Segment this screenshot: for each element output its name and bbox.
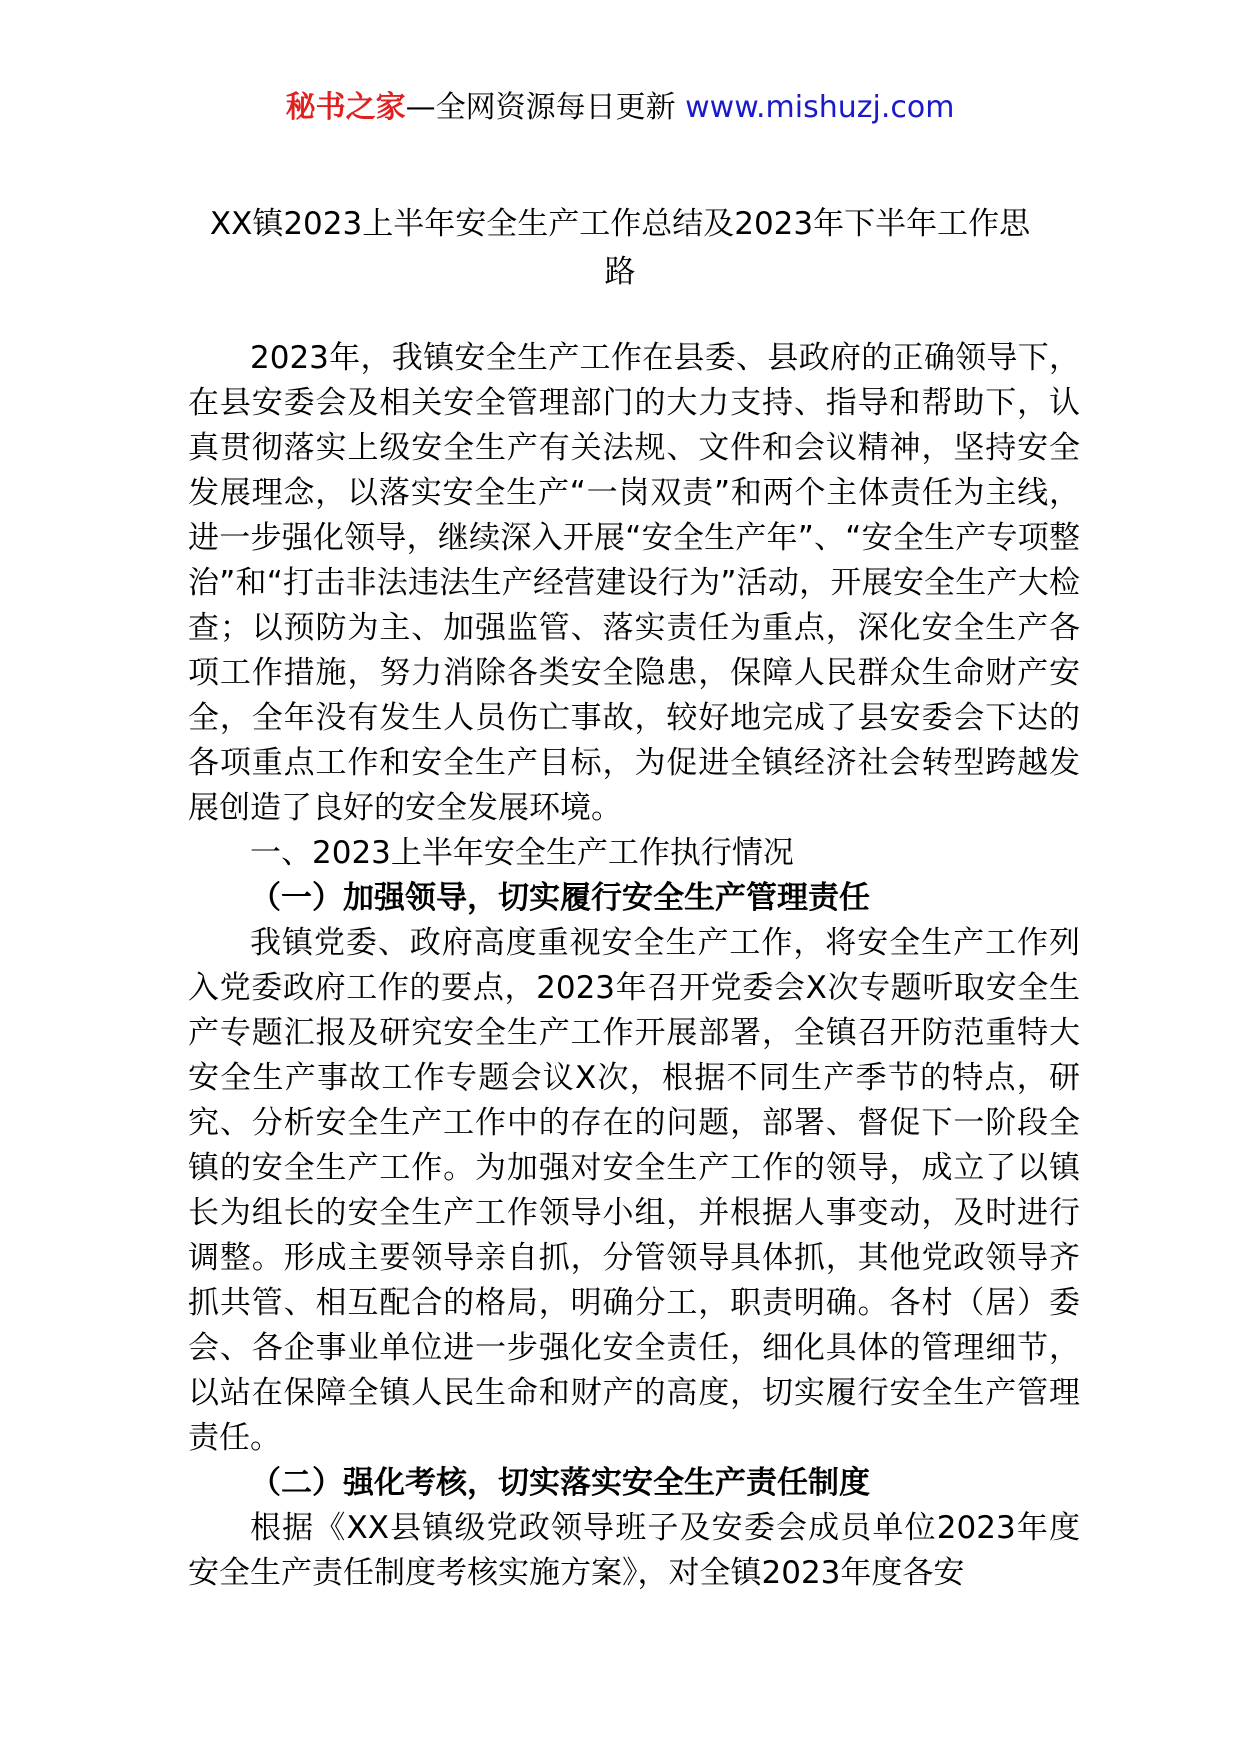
document-title-line1: XX镇2023上半年安全生产工作总结及2023年下半年工作思 bbox=[209, 206, 1031, 242]
subsection2-heading: （二）强化考核，切实落实安全生产责任制度 bbox=[250, 1465, 870, 1501]
section1-heading: 一、2023上半年安全生产工作执行情况 bbox=[250, 835, 794, 871]
document-body bbox=[188, 336, 1080, 1596]
subsection1-paragraph: 我镇党委、政府高度重视安全生产工作，将安全生产工作列入党委政府工作的要点，2023年召开党委会X次专题听取安全生产专题汇报及研究安全生产工作开展部署，全镇召开防范重特大安全生产事故工作专题会议X次，根据不同生产季节的特点，研究、分析安全生产工作中的存在的问题，部署、督促下一阶段全镇的安全生产工作。为加强对安全生产工作的领导，成立了以镇长为组长的安全生产工作领导小组，并根据人事变动，及时进行调整。形成主要领导亲自抓，分管领导具体抓，其他党政领导齐抓共管、相互配合的格局，明确分工，职责明确。各村（居）委会、各企事业单位进一步强化安全责任，细化具体的管理细节，以站在保障全镇人民生命和财产的高度，切实履行安全生产管理责任。 bbox=[188, 925, 1080, 1456]
subsection1-heading: （一）加强领导，切实履行安全生产管理责任 bbox=[250, 880, 870, 916]
site-brand: 秘书之家 bbox=[285, 90, 406, 125]
site-tagline: —全网资源每日更新 bbox=[405, 90, 686, 125]
intro-paragraph: 2023年，我镇安全生产工作在县委、县政府的正确领导下，在县安委会及相关安全管理部门的大力支持、指导和帮助下，认真贯彻落实上级安全生产有关法规、文件和会议精神，坚持安全发展理念，以落实安全生产“一岗双责”和两个主体责任为主线，进一步强化领导，继续深入开展“安全生产年”、“安全生产专项整治”和“打击非法违法生产经营建设行为”活动，开展安全生产大检查；以预防为主、加强监管、落实责任为重点，深化安全生产各项工作措施，努力消除各类安全隐患，保障人民群众生命财产安全，全年没有发生人员伤亡事故，较好地完成了县安委会下达的各项重点工作和安全生产目标，为促进全镇经济社会转型跨越发展创造了良好的安全发展环境。 bbox=[188, 340, 1080, 826]
site-url[interactable]: www.mishuzj.com bbox=[685, 90, 955, 125]
document-title bbox=[190, 200, 1050, 296]
subsection2-paragraph: 根据《XX县镇级党政领导班子及安委会成员单位2023年度安全生产责任制度考核实施方案》，对全镇2023年度各安 bbox=[188, 1510, 1080, 1591]
document-title-line2: 路 bbox=[604, 254, 636, 290]
site-header bbox=[0, 84, 1240, 132]
